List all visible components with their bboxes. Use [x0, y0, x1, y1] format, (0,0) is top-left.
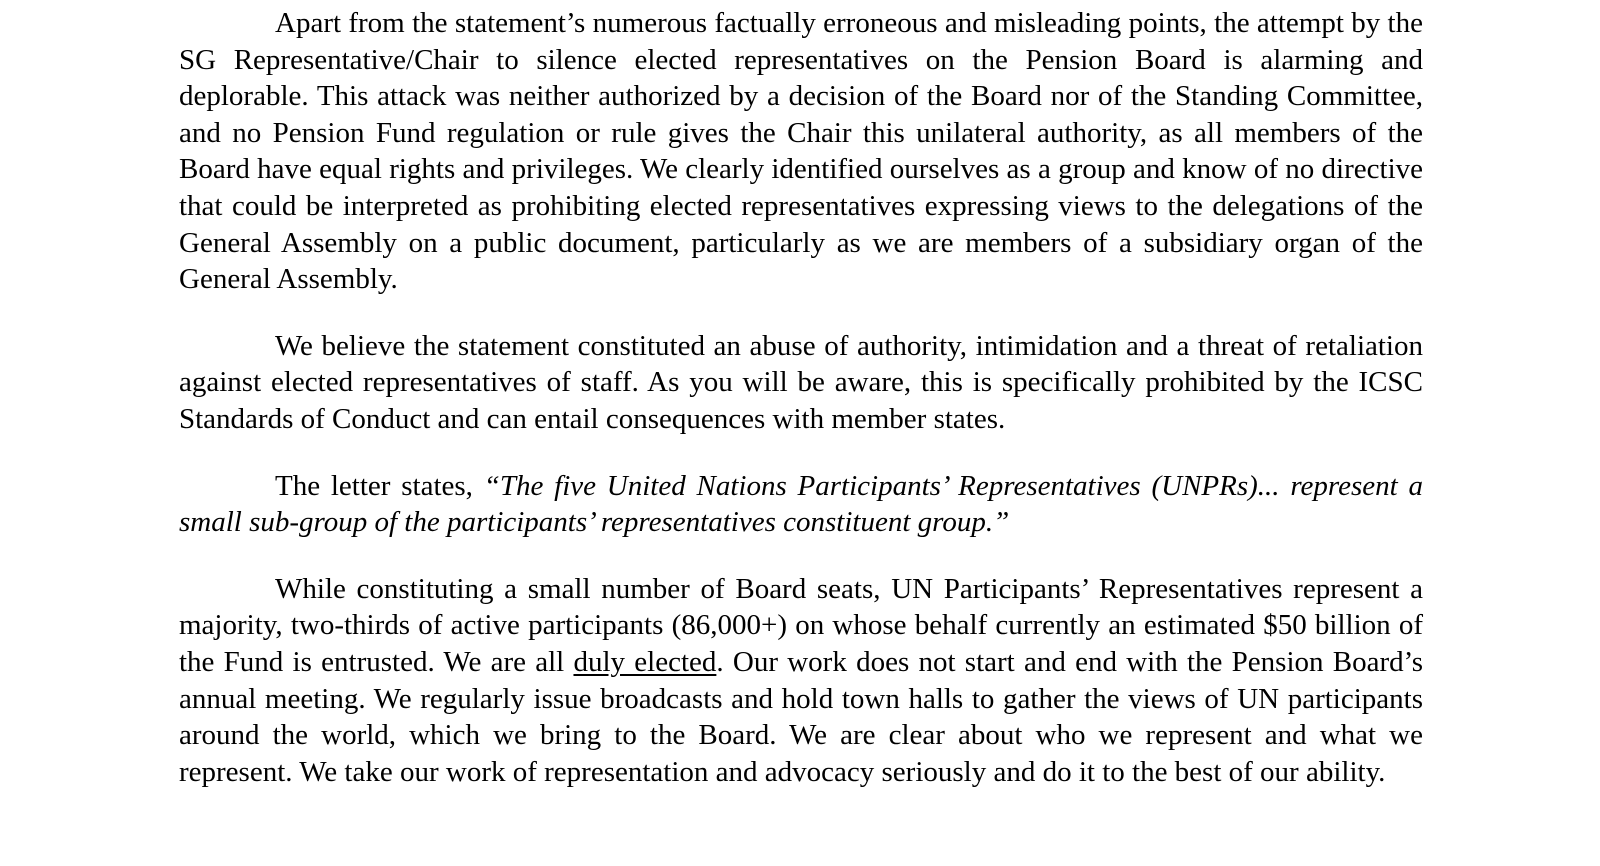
paragraph-text: Apart from the statement’s numerous factually erroneous and misleading points, the attempt by the SG Representative/Chair to silence elected representatives on the Pension Board is alarming and deplorable. This attack was neither authorized by a decision of the Board nor of the Standing Committee, and no Pension Fund regulation or rule gives the Chair this unilateral authority, as all members of the Board have equal rights and privileges. We clearly identified ourselves as a group and know of no directive that could be interpreted as prohibiting elected representatives expressing views to the delegations of the General Assembly on a public document, particularly as we are members of a subsidiary organ of the General Assembly. [179, 7, 1423, 296]
paragraph-representation [179, 571, 1423, 791]
document-page [179, 5, 1423, 790]
paragraph-lead: The letter states, [275, 469, 484, 502]
paragraph-abuse [179, 328, 1423, 438]
quoted-text: “The five United Nations Participants’ Representatives (UNPRs)... represent a small sub-group of the participants’ representatives constituent group.” [179, 469, 1423, 539]
paragraph-text: We believe the statement constituted an abuse of authority, intimidation and a threat of retaliation against elected representatives of staff. As you will be aware, this is specifically prohibited by the ICSC Standards of Conduct and can entail consequences with member states. [179, 329, 1423, 435]
paragraph-text-before: While constituting a small number of Board seats, UN Participants’ Representatives represent a majority, two-thirds of active participants (86,000+) on whose behalf currently an estimated $50 billion of the Fund is entrusted. We are all [179, 572, 1423, 678]
paragraph-text-after: . Our work does not start and end with the Pension Board’s annual meeting. We regularly issue broadcasts and hold town halls to gather the views of UN participants around the world, which we bring to the Board. We are clear about who we represent and what we represent. We take our work of representation and advocacy seriously and do it to the best of our ability. [179, 645, 1423, 788]
paragraph-authority [179, 5, 1423, 298]
paragraph-letter-quote [179, 468, 1423, 541]
underlined-phrase: duly elected [573, 645, 717, 678]
